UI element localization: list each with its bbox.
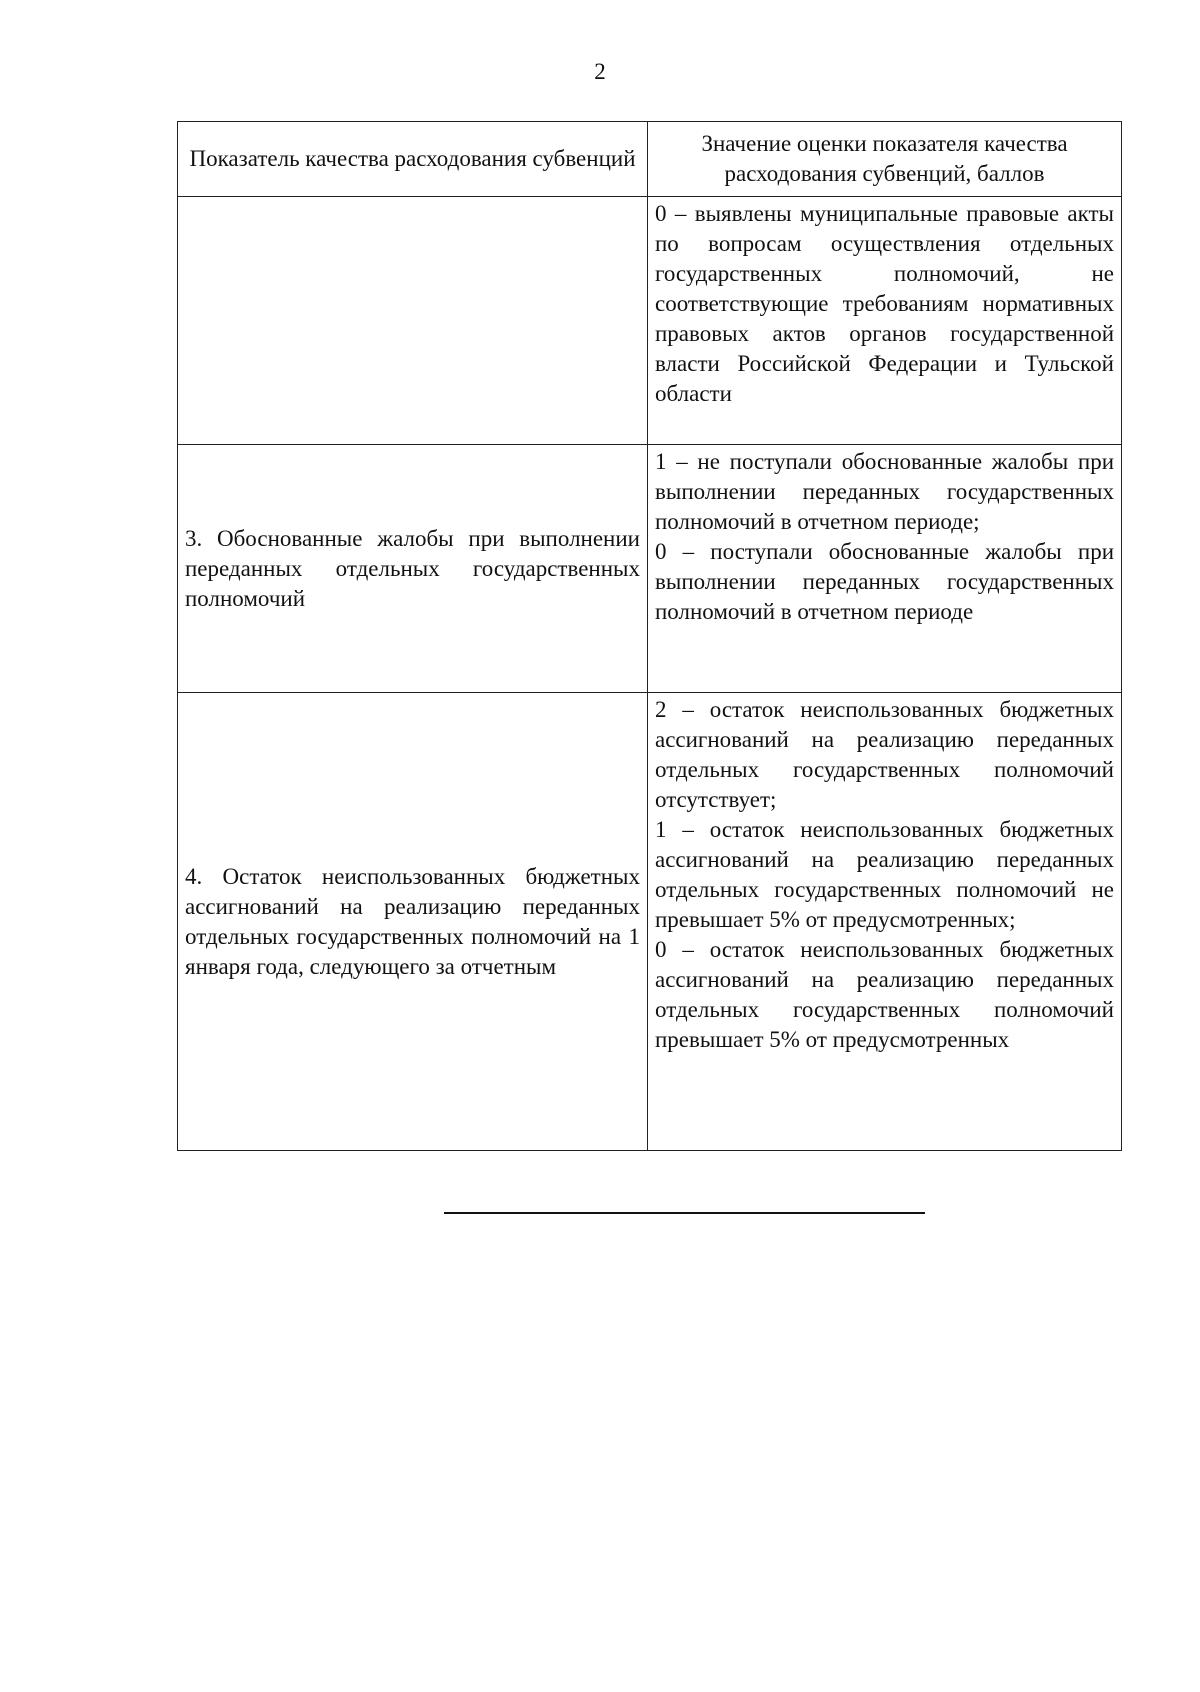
indicator-cell [178,197,648,445]
indicators-table [177,121,1122,1151]
header-indicator: Показатель качества расходования субвенций [178,122,648,197]
end-of-document-rule [444,1212,925,1214]
table-row [178,197,1122,445]
score-cell [648,445,1122,693]
table-row [178,445,1122,693]
page-number: 2 [594,59,606,84]
table-header-row [178,122,1122,197]
score-text: 1 – остаток неиспользованных бюджетных ассигнований на реализацию переданных отдельных государственных полномочий не превышает 5% от предусмотренных; [655,817,1114,932]
score-text: 0 – выявлены муниципальные правовые акты по вопросам осуществления отдельных государственных полномочий, не соответствующие требованиям нормативных правовых актов органов государственной власти Российской Федерации и Тульской области [655,201,1114,406]
score-cell [648,197,1122,445]
score-text: 0 – поступали обоснованные жалобы при выполнении переданных государственных полномочий в отчетном периоде [655,539,1114,624]
header-score-value: Значение оценки показателя качества расходования субвенций, баллов [648,122,1122,197]
table-row [178,693,1122,1151]
indicator-cell: 3. Обоснованные жалобы при выполнении переданных отдельных государственных полномочий [178,445,648,693]
score-text: 0 – остаток неиспользованных бюджетных ассигнований на реализацию переданных отдельных государственных полномочий превышает 5% от предусмотренных [655,937,1114,1052]
score-text: 1 – не поступали обоснованные жалобы при выполнении переданных государственных полномочий в отчетном периоде; [655,449,1114,534]
indicator-cell: 4. Остаток неиспользованных бюджетных ассигнований на реализацию переданных отдельных государственных полномочий на 1 января года, следующего за отчетным [178,693,648,1151]
score-cell [648,693,1122,1151]
score-text: 2 – остаток неиспользованных бюджетных ассигнований на реализацию переданных отдельных государственных полномочий отсутствует; [655,697,1114,812]
